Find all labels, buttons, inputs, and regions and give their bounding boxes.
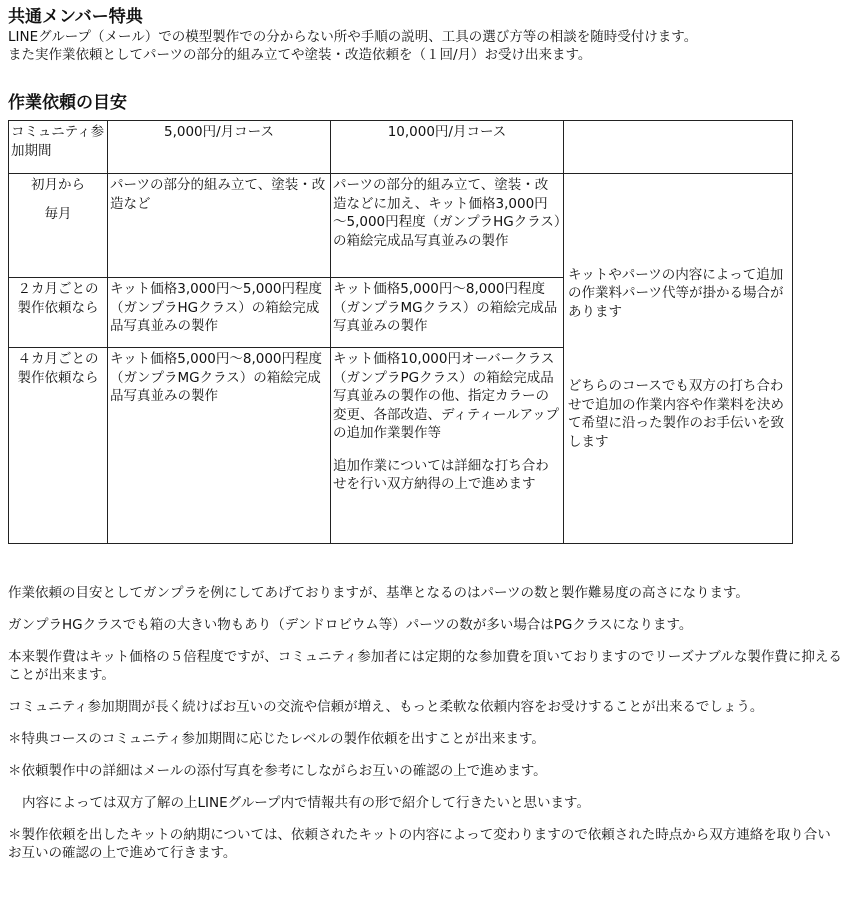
notes [8, 584, 842, 862]
row-1-period [9, 174, 108, 278]
note-1: 作業依頼の目安としてガンプラを例にしてあげておりますが、基準となるのはパーツの数と製作難易度の高さになります。 [8, 585, 749, 601]
row-3-course-5000: キット価格5,000円～8,000円程度（ガンプラMGクラス）の箱絵完成品写真並みの製作 [108, 348, 331, 544]
work-title: 作業依頼の目安 [8, 93, 127, 113]
benefits-title: 共通メンバー特典 [8, 7, 143, 27]
note-6: ＊依頼製作中の詳細はメールの添付写真を参考にしながらお互いの確認の上で進めます。 [8, 763, 547, 779]
row-1-course-5000: パーツの部分的組み立て、塗装・改造など [108, 174, 331, 278]
note-7: 内容によっては双方了解の上LINEグループ内で情報共有の形で紹介して行きたいと思います。 [22, 795, 590, 811]
row-3-course-10000-main: キット価格10,000円オーバークラス（ガンプラPGクラス）の箱絵完成品写真並みの製作の他、指定カラーの変更、各部改造、ディティールアップの追加作業製作等 [333, 351, 560, 441]
row-1-period-b: 毎月 [44, 205, 72, 222]
row-1-period-a: 初月から [31, 177, 85, 193]
note-5: ＊特典コースのコミュニティ参加期間に応じたレベルの製作依頼を出すことが出来ます。 [8, 731, 545, 747]
header-course-5000: 5,000円/月コース [108, 121, 331, 174]
row-3-period: ４カ月ごとの製作依頼なら [9, 348, 108, 544]
row-1-course-10000: パーツの部分的組み立て、塗装・改造などに加え、キット価格3,000円～5,000円程度（ガンプラHGクラス）の箱絵完成品写真並みの製作 [331, 174, 564, 278]
benefits-line-1: LINEグループ（メール）での模型製作での分からない所や手順の説明、工具の選び方等の相談を随時受付けます。 [8, 29, 698, 45]
row-2-period: ２カ月ごとの製作依頼なら [9, 278, 108, 348]
side-note-2: どちらのコースでも双方の打ち合わせで追加の作業内容や作業料を決めて希望に沿った製作のお手伝いを致します [568, 378, 784, 450]
header-extra [564, 121, 793, 174]
note-4: コミュニティ参加期間が長く続けばお互いの交流や信頼が増え、もっと柔軟な依頼内容をお受けすることが出来るでしょう。 [8, 699, 764, 715]
note-8: ＊製作依頼を出したキットの納期については、依頼されたキットの内容によって変わりますので依頼された時点から双方連絡を取り合いお互いの確認の上で進めて行きます。 [8, 827, 831, 861]
table-row [9, 174, 793, 278]
note-2: ガンプラHGクラスでも箱の大きい物もあり（デンドロビウム等）パーツの数が多い場合はPGクラスになります。 [8, 617, 693, 633]
work-table [8, 120, 793, 544]
row-3-course-10000 [331, 348, 564, 544]
benefits-intro [8, 28, 842, 64]
header-period: コミュニティ参加期間 [9, 121, 108, 174]
row-3-course-10000-extra: 追加作業については詳細な打ち合わせを行い双方納得の上で進めます [333, 457, 549, 492]
table-header-row [9, 121, 793, 174]
side-note-1: キットやパーツの内容によって追加の作業料パーツ代等が掛かる場合があります [568, 266, 784, 320]
note-3: 本来製作費はキット価格の５倍程度ですが、コミュニティ参加者には定期的な参加費を頂いておりますのでリーズナブルな製作費に抑えることが出来ます。 [8, 649, 842, 683]
side-notes [564, 174, 793, 544]
benefits-line-2: また実作業依頼としてパーツの部分的組み立てや塗装・改造依頼を（１回/月）お受け出来ます。 [8, 47, 592, 63]
row-2-course-5000: キット価格3,000円～5,000円程度（ガンプラHGクラス）の箱絵完成品写真並みの製作 [108, 278, 331, 348]
header-course-10000: 10,000円/月コース [331, 121, 564, 174]
row-2-course-10000: キット価格5,000円～8,000円程度（ガンプラMGクラス）の箱絵完成品写真並みの製作 [331, 278, 564, 348]
